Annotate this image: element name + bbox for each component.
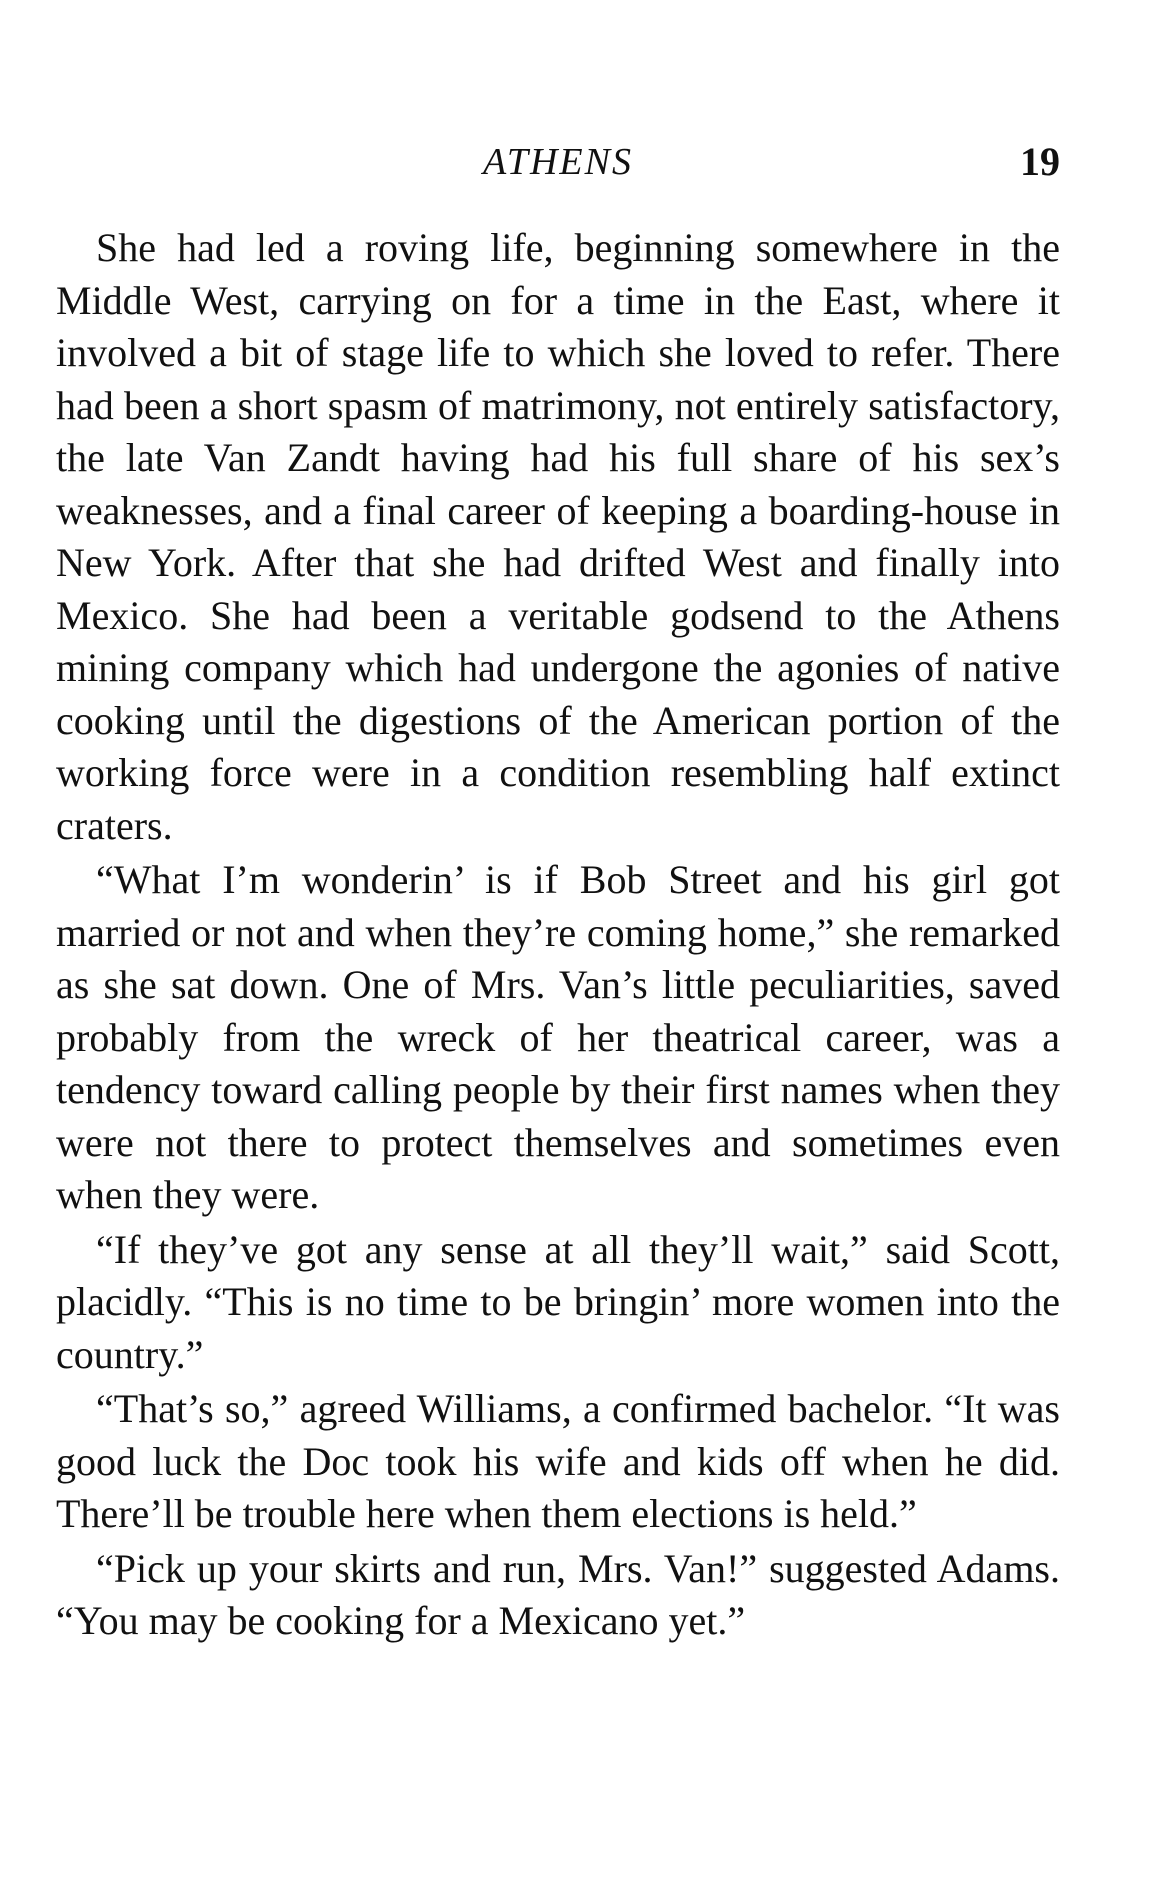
running-title: ATHENS xyxy=(483,141,633,183)
paragraph: “What I’m wonderin’ is if Bob Street and his girl got married or not and when they’re coming home,” she remarked as she sat down. One of Mrs. Van’s little peculiarities, saved probably from the wreck of her theatrical career, was a tendency toward calling people by their first names when they were not there to protect themselves and sometimes even when they were. xyxy=(56,857,1060,1217)
paragraph: “That’s so,” agreed Williams, a confirmed bachelor. “It was good luck the Doc took his wife and kids off when he did. There’ll be trouble here when them elections is held.” xyxy=(56,1386,1060,1536)
body-text xyxy=(56,222,1060,1648)
page-header xyxy=(56,140,1060,200)
page-number: 19 xyxy=(1020,139,1060,184)
paragraph: “If they’ve got any sense at all they’ll wait,” said Scott, placidly. “This is no time to be bringin’ more women into the country.” xyxy=(56,1226,1060,1377)
paragraph: She had led a roving life, beginning somewhere in the Middle West, carrying on for a time in the East, where it involved a bit of stage life to which she loved to refer. There had been a short spasm of matrimony, not entirely satisfactory, the late Van Zandt having had his full share of his sex’s weaknesses, and a final career of keeping a boarding-house in New York. After that she had drifted West and finally into Mexico. She had been a veritable godsend to the Athens mining company which had undergone the agonies of native cooking until the digestions of the American portion of the working force were in a condition resembling half extinct craters. xyxy=(56,225,1060,848)
book-page xyxy=(56,140,1060,1648)
paragraph: “Pick up your skirts and run, Mrs. Van!” suggested Adams. “You may be cooking for a Mexicano yet.” xyxy=(56,1545,1060,1643)
